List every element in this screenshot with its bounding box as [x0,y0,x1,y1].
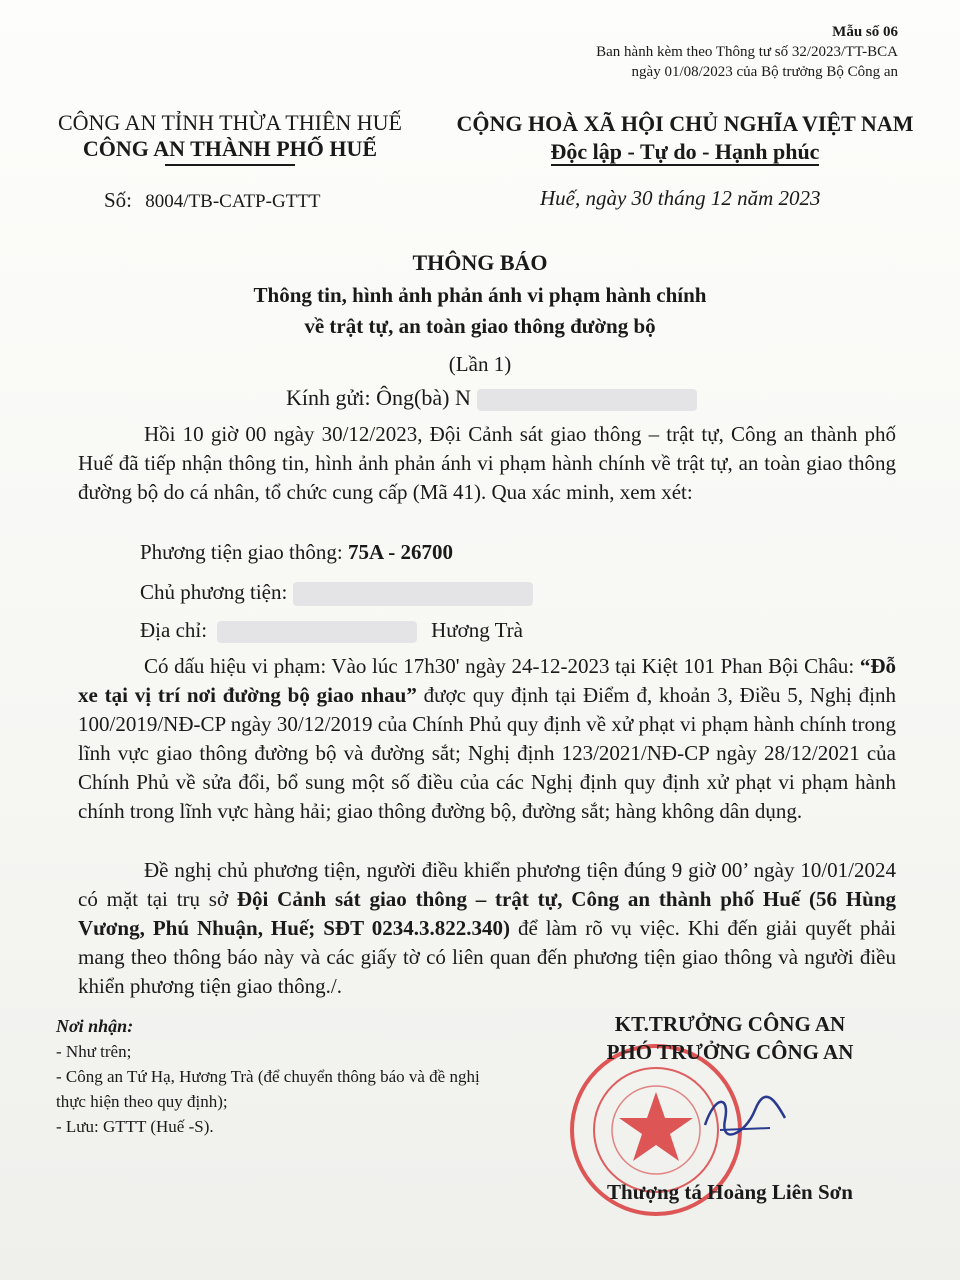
agency-name: CÔNG AN THÀNH PHỐ HUẾ [82,136,378,161]
recipient-item: - Như trên; [56,1042,132,1061]
address-line [140,618,523,643]
document-number-value: 8004/TB-CATP-GTTT [145,191,321,212]
recipient-label: Kính gửi: Ông(bà) N [286,385,471,410]
agency-header [40,110,420,166]
form-number: Mẫu số 06 [832,24,898,40]
violation-paragraph: Có dấu hiệu vi phạm: Vào lúc 17h30' ngày 24-12-2023 tại Kiệt 101 Phan Bội Châu: “Đỗ xe tại vị trí nơi đường bộ giao nhau” được quy định tại Điểm đ, khoản 3, Điều 5, Nghị định 100/2019/NĐ-CP ngày 30/12/2019 của Chính Phủ quy định về xử phạt vi phạm hành chính trong lĩnh vực giao thông đường bộ và đường sắt; Nghị định 123/2021/NĐ-CP ngày 28/12/2021 của Chính Phủ về sửa đổi, bổ sung một số điều của các Nghị định quy định xử phạt vi phạm hành chính trong lĩnh vực hàng hải; giao thông đường bộ, đường sắt; hàng không dân dụng. [78,654,896,823]
national-header [440,110,930,166]
recipient-item: - Công an Tứ Hạ, Hương Trà (để chuyển thông báo và đề nghị thực hiện theo quy định); [56,1067,480,1111]
signature-title-1: KT.TRƯỞNG CÔNG AN [614,1012,846,1036]
notice-round: (Lần 1) [448,352,512,376]
form-issued-line-1: Ban hành kèm theo Thông tư số 32/2023/TT-BCA [596,44,898,60]
redacted-address [217,621,417,643]
license-plate: 75A - 26700 [347,540,453,564]
owner-line [140,580,533,606]
request-paragraph: Đề nghị chủ phương tiện, người điều khiển phương tiện đúng 9 giờ 00’ ngày 10/01/2024 có mặt tại trụ sở Đội Cảnh sát giao thông – trật tự, Công an thành phố Huế (56 Hùng Vương, Phú Nhuận, Huế; SĐT 0234.3.822.340) để làm rõ vụ việc. Khi đến giải quyết phải mang theo thông báo này và các giấy tờ có liên quan đến phương tiện giao thông và người điều khiển phương tiện giao thông./. [78,858,896,998]
form-reference [498,22,898,82]
document-number-label: Số: [104,188,133,212]
violation-act: “Đỗ xe tại vị trí nơi đường bộ giao nhau” [78,654,896,707]
redacted-owner [293,582,533,606]
redacted-name [477,389,697,411]
recipients-heading: Nơi nhận: [56,1016,134,1036]
agency-parent: CÔNG AN TỈNH THỪA THIÊN HUẾ [57,110,402,135]
vehicle-label: Phương tiện giao thông: [140,540,343,564]
handwritten-signature [700,1090,790,1140]
recipient-line [286,385,697,411]
document-subtitle-1: Thông tin, hình ảnh phản ánh vi phạm hành chính [253,283,707,307]
form-issued-line-2: ngày 01/08/2023 của Bộ trưởng Bộ Công an [631,64,898,80]
country-name: CỘNG HOÀ XÃ HỘI CHỦ NGHĨA VIỆT NAM [456,111,914,136]
intro-paragraph: Hồi 10 giờ 00 ngày 30/12/2023, Đội Cảnh sát giao thông – trật tự, Công an thành phố Huế đã tiếp nhận thông tin, hình ảnh phản ánh vi phạm hành chính về trật tự, an toàn giao thông đường bộ do cá nhân, tổ chức cung cấp (Mã 41). Qua xác minh, xem xét: [78,422,896,504]
document-title: THÔNG BÁO [412,250,548,275]
motto: Độc lập - Tự do - Hạnh phúc [550,139,820,164]
address-label: Địa chỉ: [140,618,208,642]
agency-underline [165,164,295,166]
recipient-item: - Lưu: GTTT (Huế -S). [56,1117,214,1136]
document-number [104,188,320,213]
address-value: Hương Trà [431,618,523,642]
signature-block [560,1010,900,1066]
recipients-list [56,1014,516,1139]
issue-date: Huế, ngày 30 tháng 12 năm 2023 [540,186,821,210]
signer-name: Thượng tá Hoàng Liên Sơn [607,1180,853,1204]
office-address: Đội Cảnh sát giao thông – trật tự, Công an thành phố Huế (56 Hùng Vương, Phú Nhuận, Huế; SĐT 0234.3.822.340) [78,887,896,940]
document-subtitle-2: về trật tự, an toàn giao thông đường bộ [304,314,656,338]
signature-title-2: PHÓ TRƯỞNG CÔNG AN [606,1040,854,1064]
owner-label: Chủ phương tiện: [140,580,288,604]
vehicle-line [140,540,453,565]
